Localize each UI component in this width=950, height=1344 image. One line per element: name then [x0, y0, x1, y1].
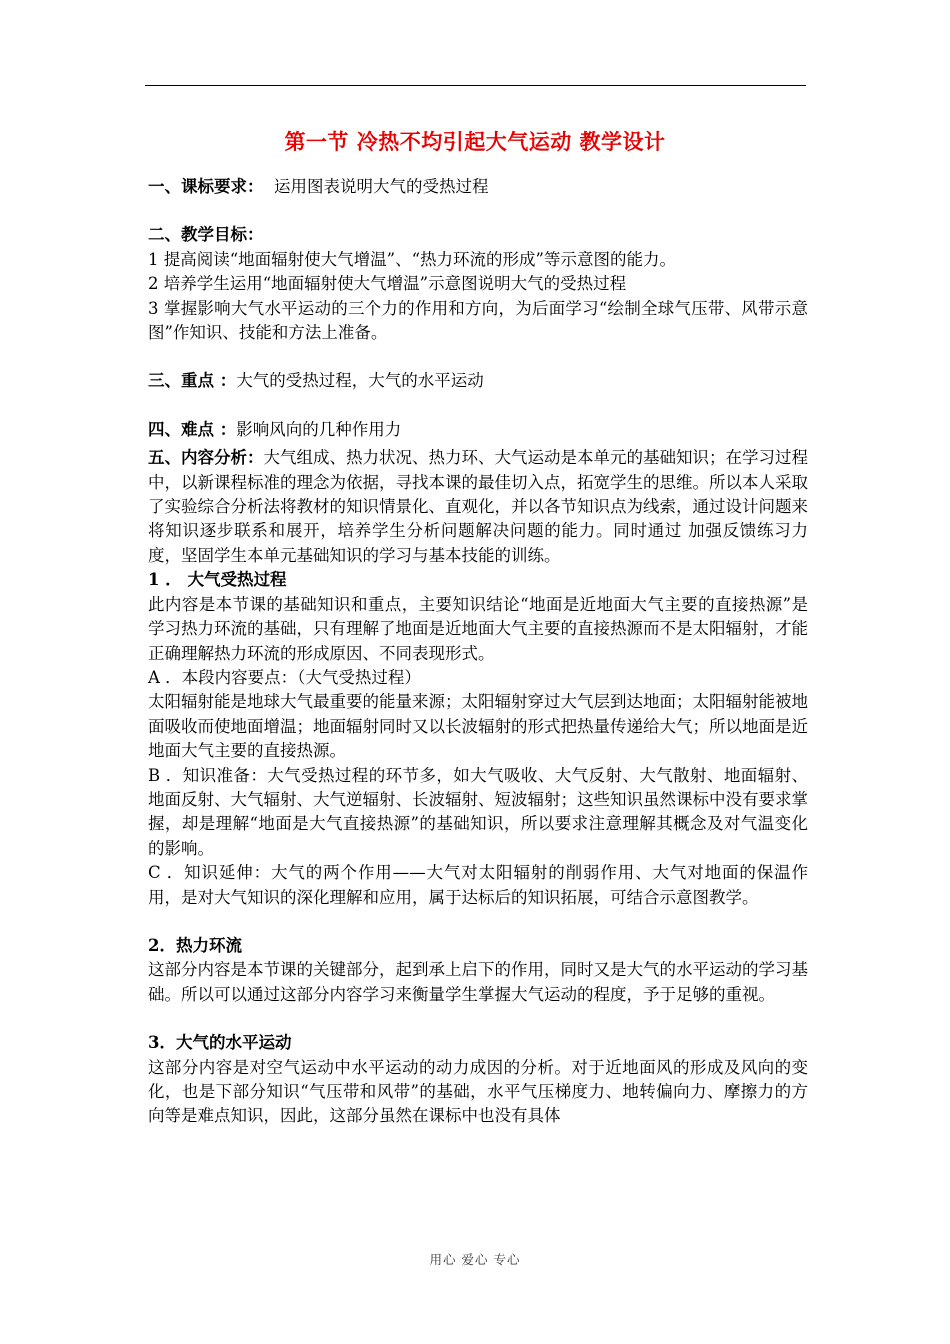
- section-text: 影响风向的几种作用力: [236, 419, 402, 439]
- section-text: 大气的受热过程，大气的水平运动: [236, 371, 484, 391]
- section-key-points: [148, 369, 808, 393]
- section-curriculum: [148, 175, 808, 199]
- part-heading: 3．大气的水平运动: [148, 1033, 292, 1053]
- objective-item: 3 掌握影响大气水平运动的三个力的作用和方向，为后面学习“绘制全球气压带、风带示意图”作知识、技能和方法上准备。: [148, 298, 808, 343]
- paragraph: 此内容是本节课的基础知识和重点，主要知识结论“地面是近地面大气主要的直接热源”是学习热力环流的基础，只有理解了地面是近地面大气主要的直接热源而不是太阳辐射，才能正确理解热力环流的形成原因、不同表现形式。: [148, 594, 808, 663]
- objective-item: 2 培养学生运用“地面辐射使大气增温”示意图说明大气的受热过程: [148, 274, 627, 294]
- document-title: 第一节 冷热不均引起大气运动 教学设计: [284, 129, 666, 154]
- document-body: [148, 175, 808, 1129]
- part-heading: 1 ． 大气受热过程: [148, 570, 287, 590]
- section-label: 二、教学目标：: [148, 225, 264, 245]
- section-content-analysis: [148, 446, 808, 568]
- section-difficulties: [148, 418, 808, 442]
- section-text: 运用图表说明大气的受热过程: [274, 177, 489, 196]
- part-heading: 2．热力环流: [148, 935, 242, 955]
- page-footer: 用心 爱心 专心: [429, 1252, 521, 1267]
- objective-item: 1 提高阅读“地面辐射使大气增温”、“热力环流的形成”等示意图的能力。: [148, 249, 676, 269]
- section-label: 一、课标要求：: [148, 177, 264, 196]
- section-label: 五、内容分析：: [148, 448, 264, 468]
- paragraph: 太阳辐射能是地球大气最重要的能量来源；太阳辐射穿过大气层到达地面；太阳辐射能被地面吸收而使地面增温；地面辐射同时又以长波辐射的形式把热量传递给大气；所以地面是近地面大气主要的直接热源。: [148, 692, 808, 761]
- section-label: 三、重点 ：: [148, 371, 237, 391]
- paragraph: B ．知识准备：大气受热过程的环节多，如大气吸收、大气反射、大气散射、地面辐射、地面反射、大气辐射、大气逆辐射、长波辐射、短波辐射；这些知识虽然课标中没有要求掌握，却是理解“地面是大气直接热源”的基础知识，所以要求注意理解其概念及对气温变化的影响。: [148, 765, 808, 858]
- paragraph: 这部分内容是本节课的关键部分，起到承上启下的作用，同时又是大气的水平运动的学习基础。所以可以通过这部分内容学习来衡量学生掌握大气运动的程度，予于足够的重视。: [148, 960, 808, 1004]
- section-text: 大气组成、热力状况、热力环、大气运动是本单元的基础知识；在学习过程中，以新课程标准的理念为依据，寻找本课的最佳切入点，拓宽学生的思维。所以本人采取了实验综合分析法将教材的知识情景化、直观化，并以各节知识点为线索，通过设计问题来将知识逐步联系和展开，培养学生分析问题解决问题的能力。同时通过 加强反馈练习力度，坚固学生本单元基础知识的学习与基本技能的训练。: [148, 448, 808, 565]
- section-label: 四、难点 ：: [148, 419, 237, 439]
- paragraph: C ．知识延伸：大气的两个作用——大气对太阳辐射的削弱作用、大气对地面的保温作用，是对大气知识的深化理解和应用，属于达标后的知识拓展，可结合示意图教学。: [148, 863, 808, 907]
- header-rule: [145, 85, 806, 86]
- paragraph: A ．本段内容要点：（大气受热过程）: [148, 667, 421, 687]
- paragraph: 这部分内容是对空气运动中水平运动的动力成因的分析。对于近地面风的形成及风向的变化，也是下部分知识“气压带和风带”的基础，水平气压梯度力、地转偏向力、摩擦力的方向等是难点知识，因此，这部分虽然在课标中也没有具体: [148, 1057, 808, 1126]
